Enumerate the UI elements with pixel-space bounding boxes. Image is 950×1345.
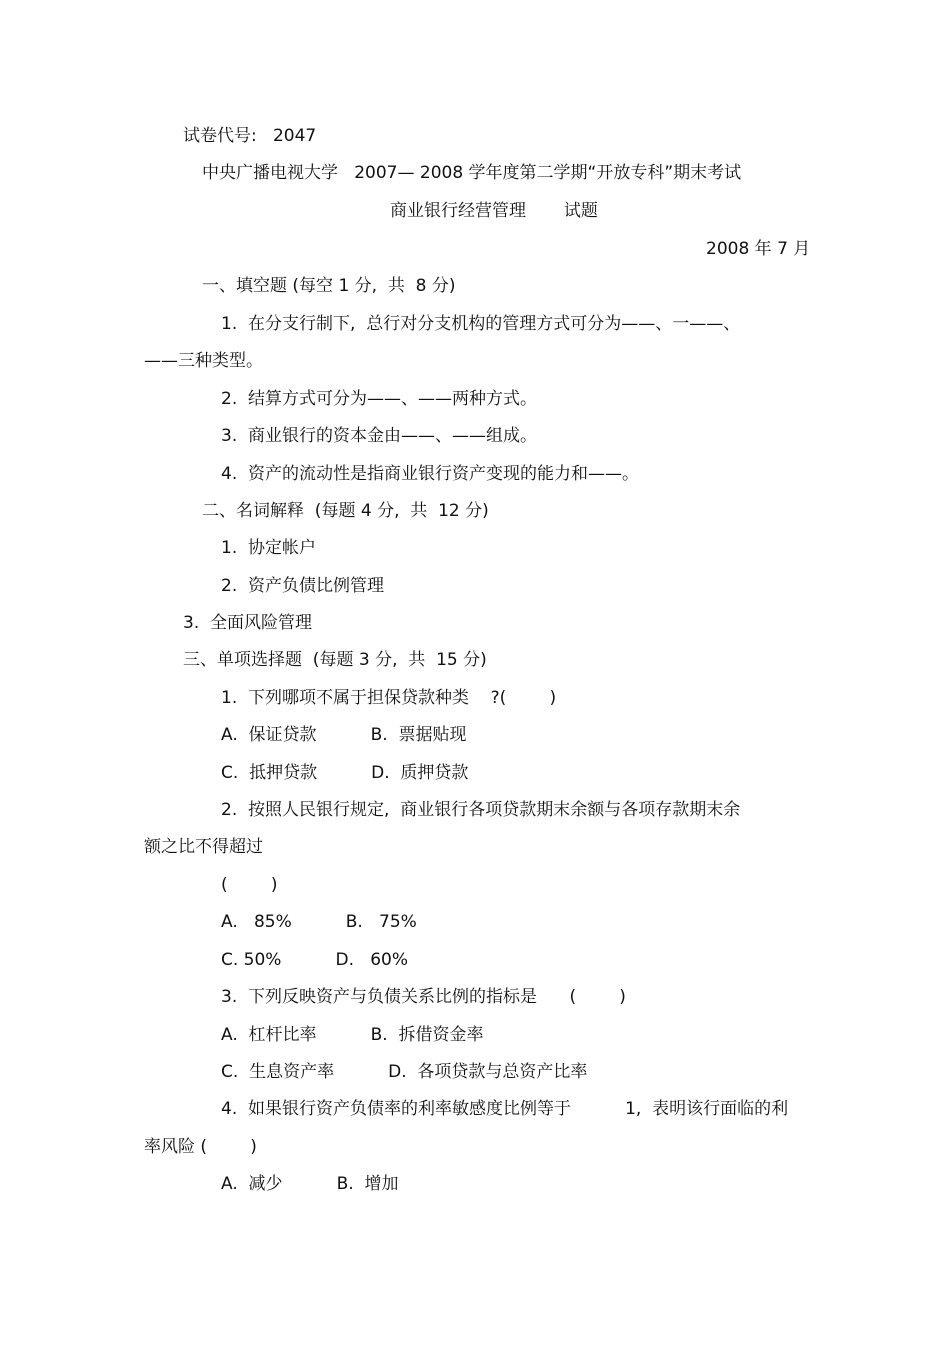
choice-q1: 1. 下列哪项不属于担保贷款种类 ?( ) — [221, 688, 557, 708]
section-fill-blank-heading: 一、填空题 (每空 1 分, 共 8 分) — [202, 276, 456, 296]
term-1: 1. 协定帐户 — [221, 538, 317, 558]
section-terms-heading: 二、名词解释 (每题 4 分, 共 12 分) — [202, 501, 489, 521]
choice-q3: 3. 下列反映资产与负债关系比例的指标是 ( ) — [221, 987, 626, 1007]
choice-q4-options-ab: A. 减少 B. 增加 — [221, 1174, 399, 1194]
choice-q4-line2: 率风险 ( ) — [144, 1137, 257, 1157]
fill-blank-q3: 3. 商业银行的资本金由——、——组成。 — [221, 426, 538, 446]
choice-q4-line1: 4. 如果银行资产负债率的利率敏感度比例等于 1, 表明该行面临的利 — [221, 1099, 789, 1119]
choice-q2-line2: 额之比不得超过 — [144, 837, 263, 857]
fill-blank-q2: 2. 结算方式可分为——、——两种方式。 — [221, 389, 538, 409]
fill-blank-q4: 4. 资产的流动性是指商业银行资产变现的能力和——。 — [221, 464, 640, 484]
exam-date: 2008 年 7 月 — [706, 239, 811, 259]
choice-q1-options-ab: A. 保证贷款 B. 票据贴现 — [221, 725, 467, 745]
choice-q1-options-cd: C. 抵押贷款 D. 质押贷款 — [221, 763, 469, 783]
choice-q3-options-ab: A. 杠杆比率 B. 拆借资金率 — [221, 1025, 484, 1045]
fill-blank-q1-line2: ——三种类型。 — [144, 351, 263, 371]
choice-q2-answer-paren: ( ) — [221, 875, 278, 895]
choice-q2-options-ab: A. 85% B. 75% — [221, 912, 417, 932]
course-title: 商业银行经营管理 试题 — [390, 201, 598, 221]
university-exam-title: 中央广播电视大学 2007— 2008 学年度第二学期“开放专科”期末考试 — [202, 163, 742, 183]
exam-code: 试卷代号: 2047 — [183, 126, 317, 146]
choice-q2-line1: 2. 按照人民银行规定, 商业银行各项贷款期末余额与各项存款期末余 — [221, 800, 741, 820]
fill-blank-q1-line1: 1. 在分支行制下, 总行对分支机构的管理方式可分为——、一——、 — [221, 314, 741, 334]
term-3: 3. 全面风险管理 — [183, 613, 313, 633]
term-2: 2. 资产负债比例管理 — [221, 576, 385, 596]
choice-q3-options-cd: C. 生息资产率 D. 各项贷款与总资产比率 — [221, 1062, 588, 1082]
choice-q2-options-cd: C. 50% D. 60% — [221, 950, 408, 970]
section-choice-heading: 三、单项选择题 (每题 3 分, 共 15 分) — [183, 650, 487, 670]
